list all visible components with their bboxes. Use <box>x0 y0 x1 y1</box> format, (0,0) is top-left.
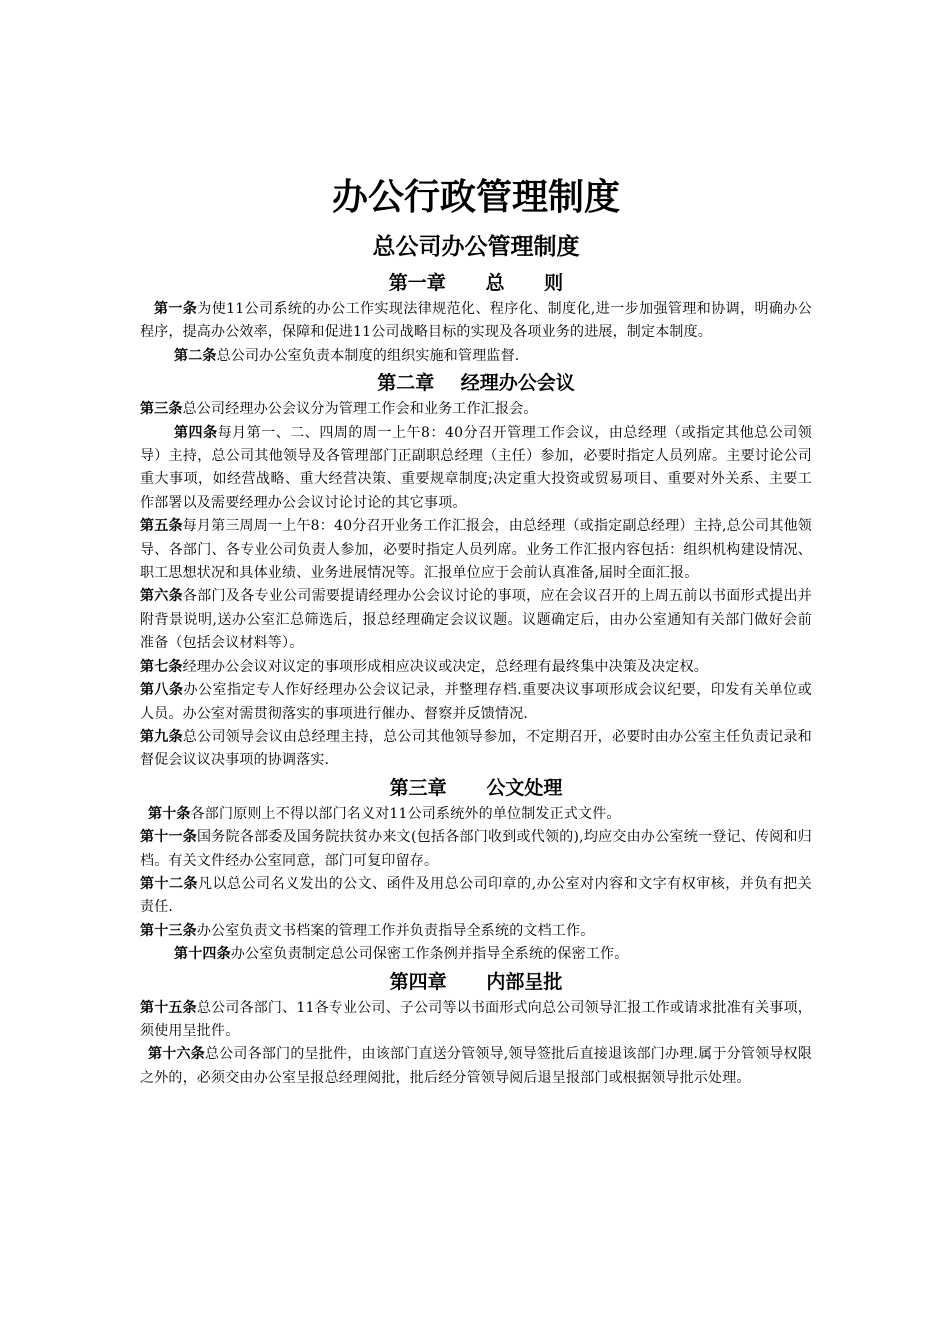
chapter-heading: 第一章 总 则 <box>388 272 564 294</box>
article-text: 办公室负责文书档案的管理工作并负责指导全系统的文档工作。 <box>196 922 595 939</box>
chapter-heading: 第四章 内部呈批 <box>389 970 563 993</box>
article-label: 第十二条 <box>140 875 199 892</box>
article-label: 第七条 <box>140 658 183 675</box>
article-text: 每月第一、二、四周的周一上午8：40分召开管理工作会议，由总经理（或指定其他总公司领导）主持，总公司其他领导及各管理部门正副职总经理（主任）参加，必要时指定人员列席。主要讨论公司重大事项，如经营战略、重大经营决策、重要规章制度;决定重大投资或贸易项目、重要对外关系、主要工作部署以及需要经理办公会议讨论讨论的其它事项。 <box>140 424 812 511</box>
article-text: 办公室负责制定总公司保密工作条例并指导全系统的保密工作。 <box>230 946 629 963</box>
article <box>140 997 812 1044</box>
article <box>140 943 812 966</box>
document-body <box>140 268 812 1090</box>
article-label: 第五条 <box>140 518 183 535</box>
article <box>140 398 812 421</box>
article-text: 国务院各部委及国务院扶贫办来文(包括各部门收到或代领的),均应交由办公室统一登记、传阅和归档。有关文件经办公室同意，部门可复印留存。 <box>140 829 812 869</box>
document-subtitle: 总公司办公管理制度 <box>372 234 580 260</box>
article-text: 每月第三周周一上午8：40分召开业务工作汇报会，由总经理（或指定副总经理）主持,总公司其他领导、各部门、各专业公司负责人参加，必要时指定人员列席。业务工作汇报内容包括：组织机构建设情况、职工思想状况和具体业绩、业务进展情况等。汇报单位应于会前认真准备,届时全面汇报。 <box>140 518 812 582</box>
article <box>140 826 812 873</box>
article <box>140 656 812 679</box>
article-text: 总公司领导会议由总经理主持，总公司其他领导参加，不定期召开，必要时由办公室主任负责记录和督促会议议决事项的协调落实. <box>140 728 812 769</box>
chapter-heading: 第二章 经理办公会议 <box>377 372 575 395</box>
article-label: 第八条 <box>140 682 184 699</box>
article-label: 第十条 <box>148 805 191 822</box>
article-text: 经理办公会议对议定的事项形成相应决议或决定，总经理有最终集中决策及决定权。 <box>182 658 709 675</box>
article-label: 第十四条 <box>174 946 231 963</box>
article <box>140 1043 812 1090</box>
article <box>140 515 812 585</box>
article-text: 凡以总公司名义发出的公文、函件及用总公司印章的,办公室对内容和文字有权审核，并负有把关责任. <box>140 875 812 916</box>
article-text: 为使11公司系统的办公工作实现法律规范化、程序化、制度化,进一步加强管理和协调，明确办公程序，提高办公效率，保障和促进11公司战略目标的实现及各项业务的进展，制定本制度。 <box>140 301 812 341</box>
article-label: 第二条 <box>174 347 217 364</box>
article-text: 办公室指定专人作好经理办公会议记录，并整理存档.重要决议事项形成会议纪要，印发有关单位或人员。办公室对需贯彻落实的事项进行催办、督察并反馈情况. <box>140 682 812 722</box>
article-text: 总公司各部门的呈批件，由该部门直送分管领导,领导签批后直接退该部门办理.属于分管领导权限之外的，必须交由办公室呈报总经理阅批，批后经分管领导阅后退呈报部门或根据领导批示处理。 <box>140 1046 812 1086</box>
article <box>140 920 812 943</box>
article-label: 第十三条 <box>140 922 197 939</box>
article <box>140 298 812 345</box>
article <box>140 345 812 368</box>
chapter-heading: 第三章 公文处理 <box>389 776 563 799</box>
article <box>140 585 812 655</box>
article-label: 第六条 <box>140 588 183 605</box>
article <box>140 803 812 826</box>
article-label: 第一条 <box>154 301 198 317</box>
article-label: 第十五条 <box>140 999 197 1016</box>
article <box>140 679 812 726</box>
article-text: 各部门原则上不得以部门名义对11公司系统外的单位制发正式文件。 <box>190 805 621 822</box>
article-label: 第十六条 <box>148 1046 205 1063</box>
article <box>140 422 812 516</box>
article <box>140 726 812 773</box>
article-text: 各部门及各专业公司需要提请经理办公会议讨论的事项，应在会议召开的上周五前以书面形式提出并附背景说明,送办公室汇总筛选后，报总经理确定会议议题。议题确定后，由办公室通知有关部门做好会前准备（包括会议材料等）。 <box>140 588 812 652</box>
document-title: 办公行政管理制度 <box>331 177 620 218</box>
article-label: 第三条 <box>140 401 183 418</box>
article-text: 总公司经理办公会议分为管理工作会和业务工作汇报会。 <box>182 401 538 418</box>
article-text: 总公司各部门、11各专业公司、子公司等以书面形式向总公司领导汇报工作或请求批准有关事项，须使用呈批件。 <box>140 999 812 1039</box>
article-label: 第十一条 <box>140 829 198 846</box>
article-text: 总公司办公室负责本制度的组织实施和管理监督. <box>216 347 520 364</box>
article-label: 第四条 <box>174 424 218 441</box>
article-label: 第九条 <box>140 728 183 745</box>
article <box>140 873 812 920</box>
